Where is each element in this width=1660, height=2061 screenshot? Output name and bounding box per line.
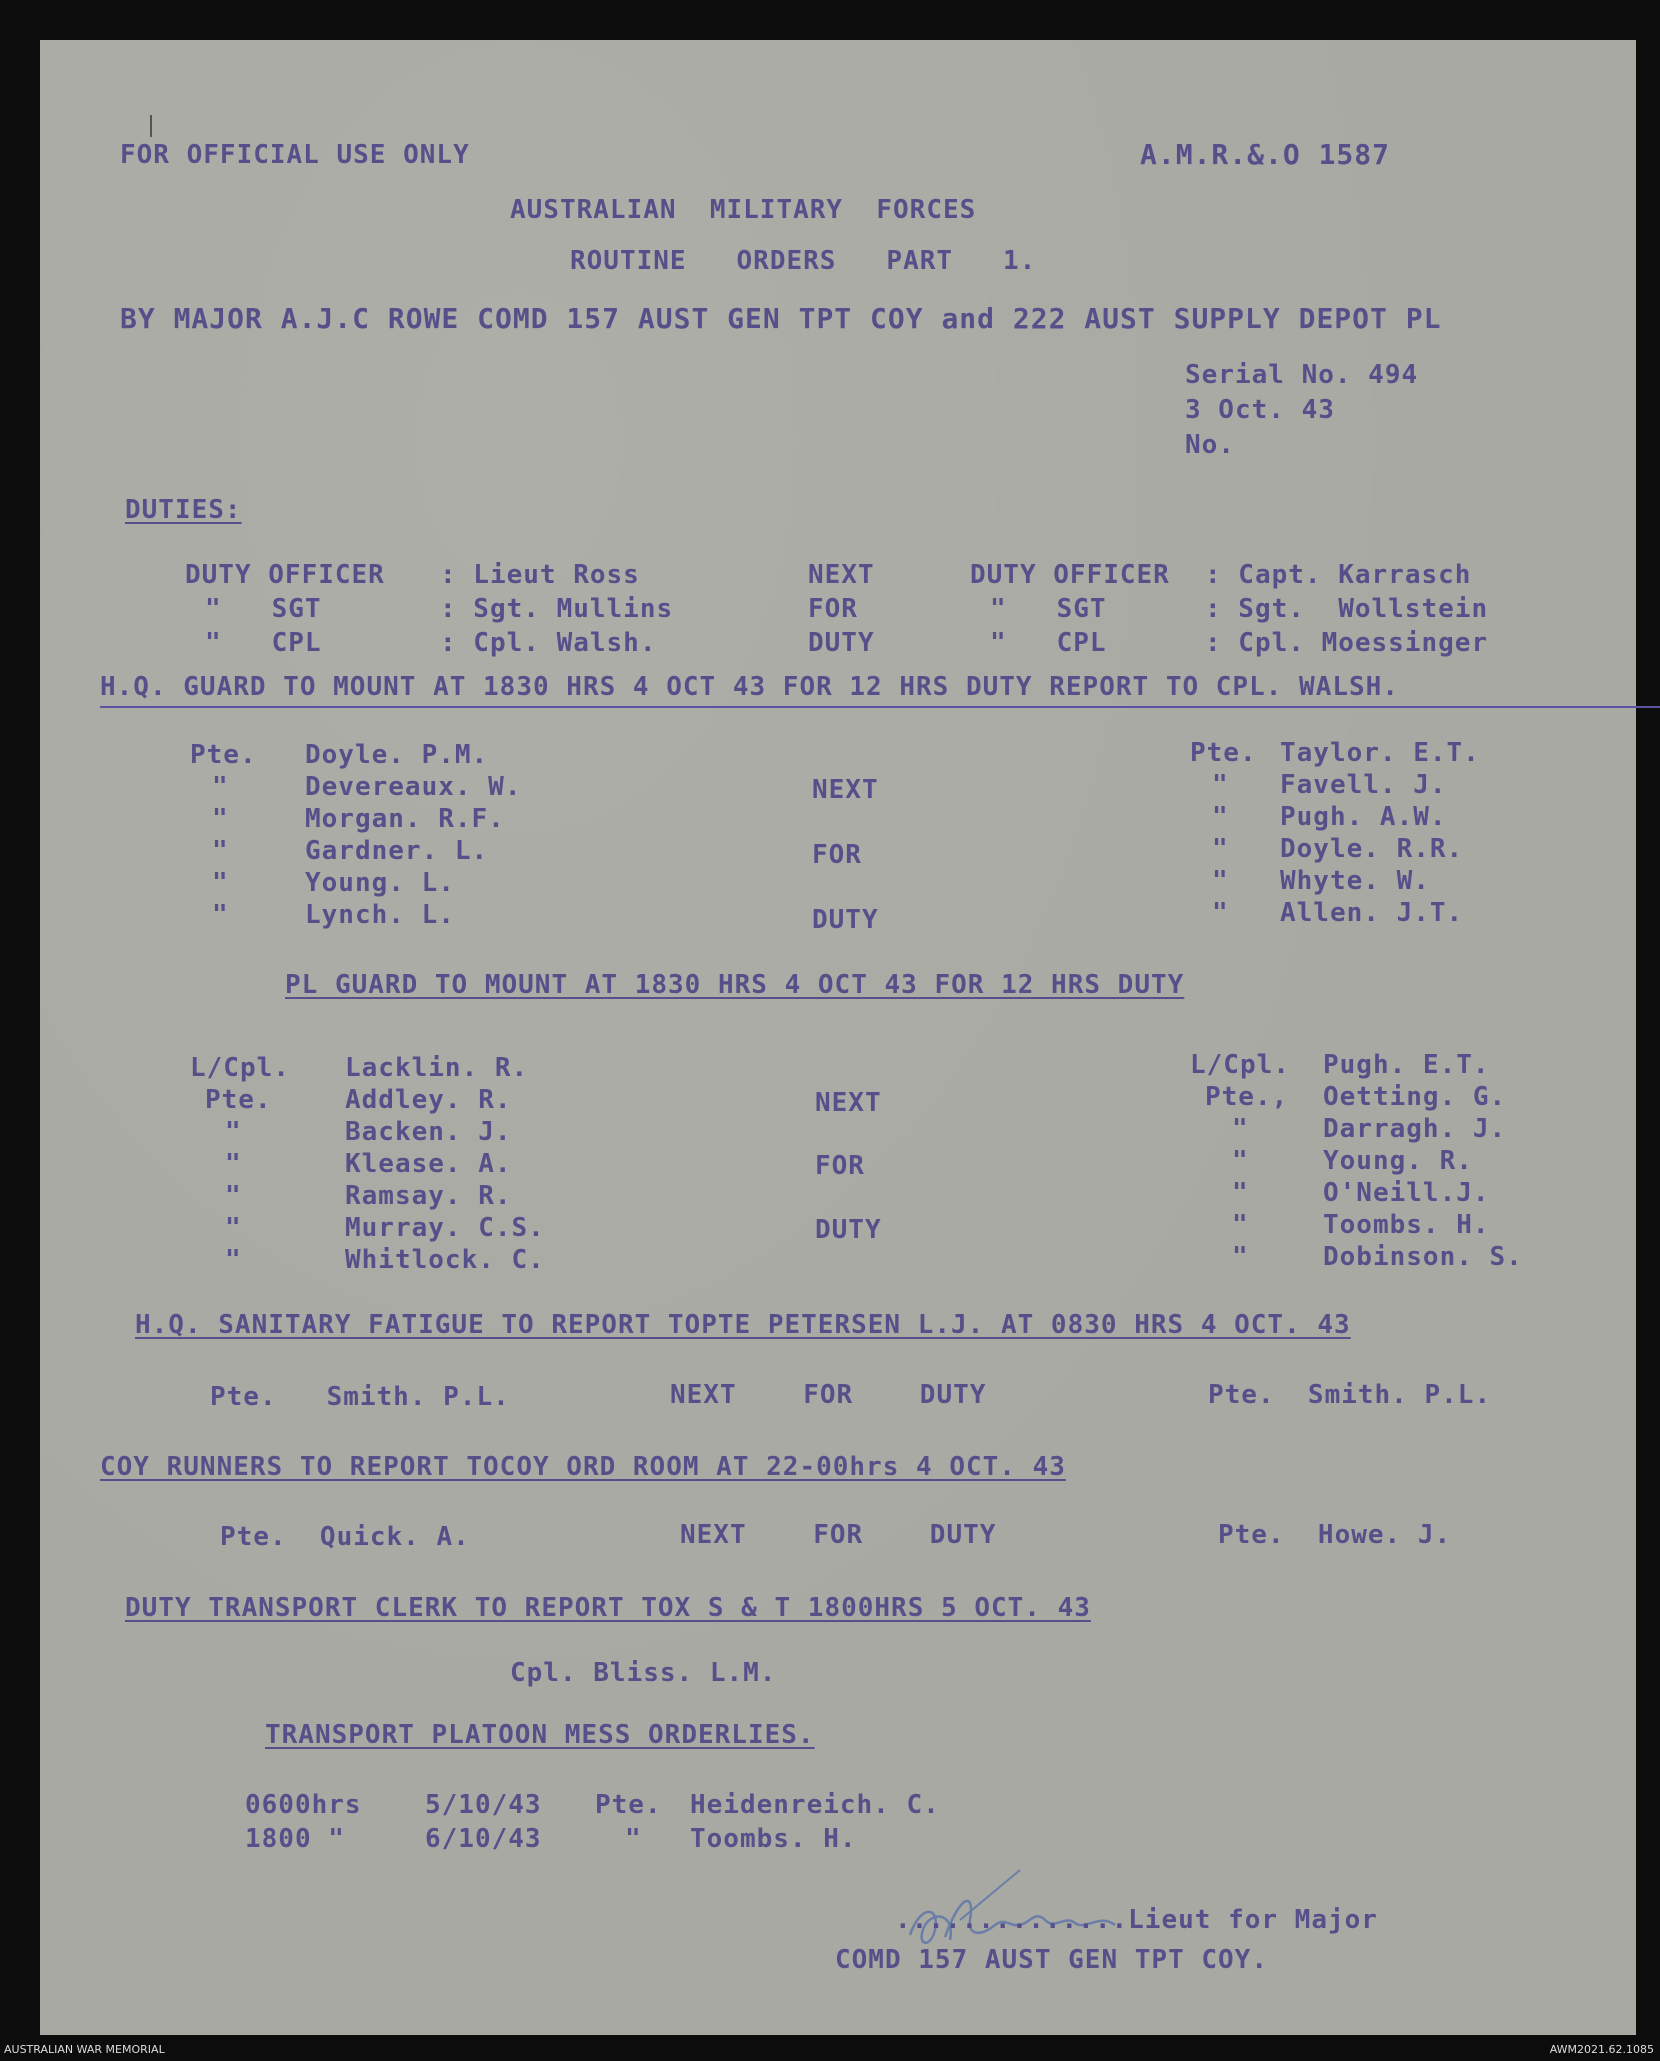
mess-rank: Pte. (595, 1790, 662, 1820)
hq-left-rank: " (212, 804, 229, 834)
mess-date: 6/10/43 (425, 1824, 542, 1854)
sanitary-mid: NEXT FOR DUTY (670, 1380, 987, 1410)
pl-right-rank: " (1232, 1210, 1249, 1240)
hq-right-name: Favell. J. (1280, 770, 1447, 800)
runners-right: Pte. Howe. J. (1218, 1520, 1452, 1550)
hq-mid-label: NEXT (812, 775, 879, 805)
pl-right-rank: " (1232, 1242, 1249, 1272)
pl-right-name: O'Neill.J. (1323, 1178, 1490, 1208)
force-title: AUSTRALIAN MILITARY FORCES (510, 195, 977, 225)
hq-left-rank: " (212, 836, 229, 866)
duty-rank: " SGT (205, 594, 322, 624)
next-duty-name: : Cpl. Moessinger (1205, 628, 1489, 658)
signature-comd: COMD 157 AUST GEN TPT COY. (835, 1945, 1268, 1975)
signature-line: ..............Lieut for Major (895, 1905, 1378, 1935)
duties-heading: DUTIES: (125, 495, 242, 525)
transport-clerk-name: Cpl. Bliss. L.M. (510, 1658, 777, 1688)
hq-mid-label: DUTY (812, 905, 879, 935)
duty-name: : Lieut Ross (440, 560, 640, 590)
duty-rank: DUTY OFFICER (185, 560, 385, 590)
hq-right-name: Whyte. W. (1280, 866, 1430, 896)
mess-name: Toombs. H. (690, 1824, 857, 1854)
duty-mid: NEXT (808, 560, 875, 590)
runners-mid: NEXT FOR DUTY (680, 1520, 997, 1550)
pl-right-rank: Pte., (1205, 1082, 1289, 1112)
hq-mid-label: FOR (812, 840, 862, 870)
pl-guard-heading: PL GUARD TO MOUNT AT 1830 HRS 4 OCT 43 FOR 12 HRS DUTY (285, 970, 1185, 1000)
hq-left-rank: Pte. (190, 740, 257, 770)
next-duty-rank: DUTY OFFICER (970, 560, 1170, 590)
pl-right-rank: L/Cpl. (1190, 1050, 1290, 1080)
duty-name: : Sgt. Mullins (440, 594, 674, 624)
hq-right-name: Doyle. R.R. (1280, 834, 1464, 864)
hq-right-rank: " (1212, 802, 1229, 832)
sanitary-heading: H.Q. SANITARY FATIGUE TO REPORT TOPTE PETERSEN L.J. AT 0830 HRS 4 OCT. 43 (135, 1310, 1351, 1340)
pl-left-name: Backen. J. (345, 1117, 512, 1147)
pl-left-rank: " (225, 1245, 242, 1275)
hq-left-rank: " (212, 772, 229, 802)
hq-left-name: Devereaux. W. (305, 772, 522, 802)
footer-archive: AUSTRALIAN WAR MEMORIAL (4, 2043, 165, 2056)
mess-time: 0600hrs (245, 1790, 362, 1820)
next-duty-name: : Capt. Karrasch (1205, 560, 1472, 590)
pl-right-name: Toombs. H. (1323, 1210, 1490, 1240)
pl-mid-label: FOR (815, 1151, 865, 1181)
transport-clerk-heading: DUTY TRANSPORT CLERK TO REPORT TOX S & T 1800HRS 5 OCT. 43 (125, 1593, 1091, 1623)
duty-mid: FOR (808, 594, 858, 624)
hq-right-name: Taylor. E.T. (1280, 738, 1480, 768)
pl-right-name: Pugh. E.T. (1323, 1050, 1490, 1080)
duty-name: : Cpl. Walsh. (440, 628, 657, 658)
sanitary-right: Pte. Smith. P.L. (1208, 1380, 1492, 1410)
pl-right-rank: " (1232, 1114, 1249, 1144)
duty-rank: " CPL (205, 628, 322, 658)
hq-left-name: Young. L. (305, 868, 455, 898)
pl-left-rank: " (225, 1213, 242, 1243)
pl-mid-label: NEXT (815, 1088, 882, 1118)
hq-left-name: Doyle. P.M. (305, 740, 489, 770)
orders-title: ROUTINE ORDERS PART 1. (570, 246, 1037, 276)
hq-left-name: Morgan. R.F. (305, 804, 505, 834)
pl-left-name: Ramsay. R. (345, 1181, 512, 1211)
runners-left: Pte. Quick. A. (220, 1522, 470, 1552)
pl-right-name: Young. R. (1323, 1146, 1473, 1176)
pl-left-name: Lacklin. R. (345, 1053, 529, 1083)
runners-heading: COY RUNNERS TO REPORT TOCOY ORD ROOM AT 22-00hrs 4 OCT. 43 (100, 1452, 1066, 1482)
order-number: No. (1185, 430, 1235, 460)
duty-mid: DUTY (808, 628, 875, 658)
hq-right-name: Pugh. A.W. (1280, 802, 1447, 832)
pl-left-name: Klease. A. (345, 1149, 512, 1179)
hq-left-rank: " (212, 868, 229, 898)
pl-right-rank: " (1232, 1178, 1249, 1208)
next-duty-rank: " SGT (990, 594, 1107, 624)
next-duty-rank: " CPL (990, 628, 1107, 658)
mess-rank: " (625, 1824, 642, 1854)
pl-mid-label: DUTY (815, 1215, 882, 1245)
mess-date: 5/10/43 (425, 1790, 542, 1820)
pl-right-name: Oetting. G. (1323, 1082, 1507, 1112)
mess-time: 1800 " (245, 1824, 345, 1854)
document-page (40, 40, 1636, 2035)
pl-right-rank: " (1232, 1146, 1249, 1176)
classification: FOR OFFICIAL USE ONLY (120, 140, 470, 170)
issuer-line: BY MAJOR A.J.C ROWE COMD 157 AUST GEN TPT COY and 222 AUST SUPPLY DEPOT PL (120, 302, 1442, 335)
hq-guard-rule (100, 706, 1660, 708)
reference-number: A.M.R.&.O 1587 (1140, 138, 1391, 171)
pl-left-name: Whitlock. C. (345, 1245, 545, 1275)
next-duty-name: : Sgt. Wollstein (1205, 594, 1489, 624)
pl-left-rank: " (225, 1181, 242, 1211)
hq-right-rank: " (1212, 770, 1229, 800)
hq-right-rank: " (1212, 834, 1229, 864)
hq-right-rank: " (1212, 898, 1229, 928)
sanitary-left: Pte. Smith. P.L. (210, 1382, 510, 1412)
hq-right-rank: Pte. (1190, 738, 1257, 768)
pl-left-rank: L/Cpl. (190, 1053, 290, 1083)
margin-mark (150, 115, 152, 137)
hq-right-rank: " (1212, 866, 1229, 896)
serial-number: Serial No. 494 (1185, 360, 1419, 390)
pl-right-name: Dobinson. S. (1323, 1242, 1523, 1272)
hq-right-name: Allen. J.T. (1280, 898, 1464, 928)
pl-right-name: Darragh. J. (1323, 1114, 1507, 1144)
mess-heading: TRANSPORT PLATOON MESS ORDERLIES. (265, 1720, 815, 1750)
hq-left-rank: " (212, 900, 229, 930)
pl-left-name: Murray. C.S. (345, 1213, 545, 1243)
hq-left-name: Lynch. L. (305, 900, 455, 930)
mess-name: Heidenreich. C. (690, 1790, 940, 1820)
pl-left-rank: " (225, 1117, 242, 1147)
pl-left-rank: " (225, 1149, 242, 1179)
pl-left-rank: Pte. (205, 1085, 272, 1115)
hq-left-name: Gardner. L. (305, 836, 489, 866)
footer-accession: AWM2021.62.1085 (1549, 2043, 1654, 2056)
order-date: 3 Oct. 43 (1185, 395, 1335, 425)
pl-left-name: Addley. R. (345, 1085, 512, 1115)
hq-guard-heading: H.Q. GUARD TO MOUNT AT 1830 HRS 4 OCT 43 FOR 12 HRS DUTY REPORT TO CPL. WALSH. (100, 672, 1399, 702)
